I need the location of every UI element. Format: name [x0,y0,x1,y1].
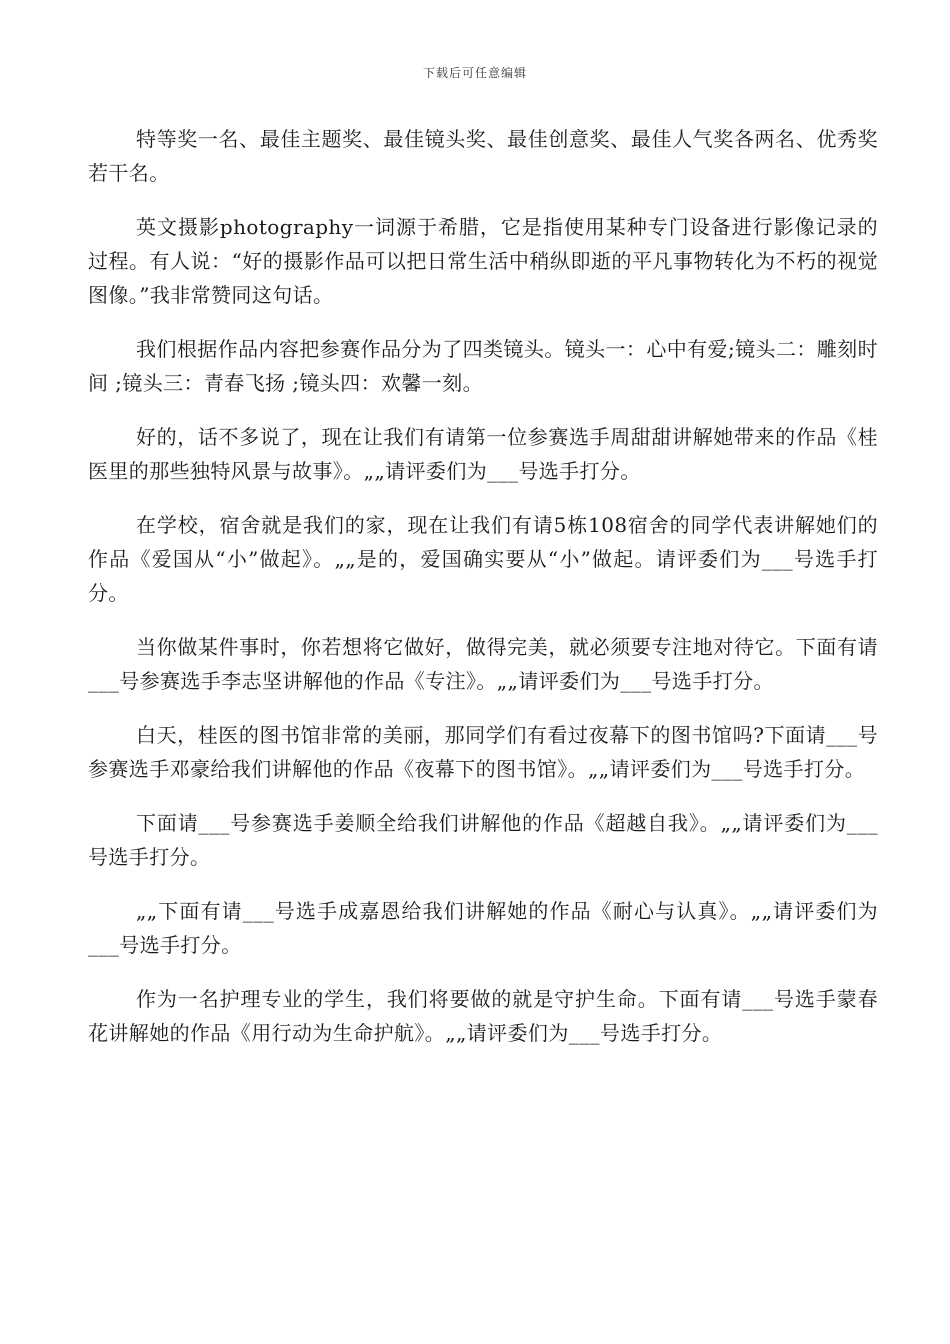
paragraph-categories: 我们根据作品内容把参赛作品分为了四类镜头。镜头一：心中有爱;镜头二：雕刻时间 ;镜头三：青春飞扬 ;镜头四：欢馨一刻。 [88,337,878,395]
paragraph-photography: 英文摄影photography一词源于希腊，它是指使用某种专门设备进行影像记录的过程。有人说：“好的摄影作品可以把日常生活中稍纵即逝的平凡事物转化为不朽的视觉图像。”我非常赞同这句话。 [88,215,878,307]
paragraph-contestant-2: 在学校，宿舍就是我们的家，现在让我们有请5栋108宿舍的同学代表讲解她们的作品《爱国从“小”做起》。„„是的，爱国确实要从“小”做起。请评委们为___号选手打分。 [88,513,878,605]
paragraph-contestant-6: „„下面有请___号选手成嘉恩给我们讲解她的作品《耐心与认真》。„„请评委们为___号选手打分。 [88,899,878,957]
paragraph-awards: 特等奖一名、最佳主题奖、最佳镜头奖、最佳创意奖、最佳人气奖各两名、优秀奖若干名。 [88,127,878,185]
page-header: 下载后可任意编辑 [422,66,527,80]
paragraph-contestant-3: 当你做某件事时，你若想将它做好，做得完美，就必须要专注地对待它。下面有请___号参赛选手李志坚讲解他的作品《专注》。„„请评委们为___号选手打分。 [88,635,878,693]
paragraph-contestant-5: 下面请___号参赛选手姜顺全给我们讲解他的作品《超越自我》。„„请评委们为___号选手打分。 [88,811,878,869]
paragraph-contestant-4: 白天，桂医的图书馆非常的美丽，那同学们有看过夜幕下的图书馆吗?下面请___号参赛选手邓豪给我们讲解他的作品《夜幕下的图书馆》。„„请评委们为___号选手打分。 [88,723,878,781]
document-body [88,122,878,1070]
paragraph-contestant-1: 好的，话不多说了，现在让我们有请第一位参赛选手周甜甜讲解她带来的作品《桂医里的那些独特风景与故事》。„„请评委们为___号选手打分。 [88,425,878,483]
paragraph-contestant-7: 作为一名护理专业的学生，我们将要做的就是守护生命。下面有请___号选手蒙春花讲解她的作品《用行动为生命护航》。„„请评委们为___号选手打分。 [88,987,878,1045]
